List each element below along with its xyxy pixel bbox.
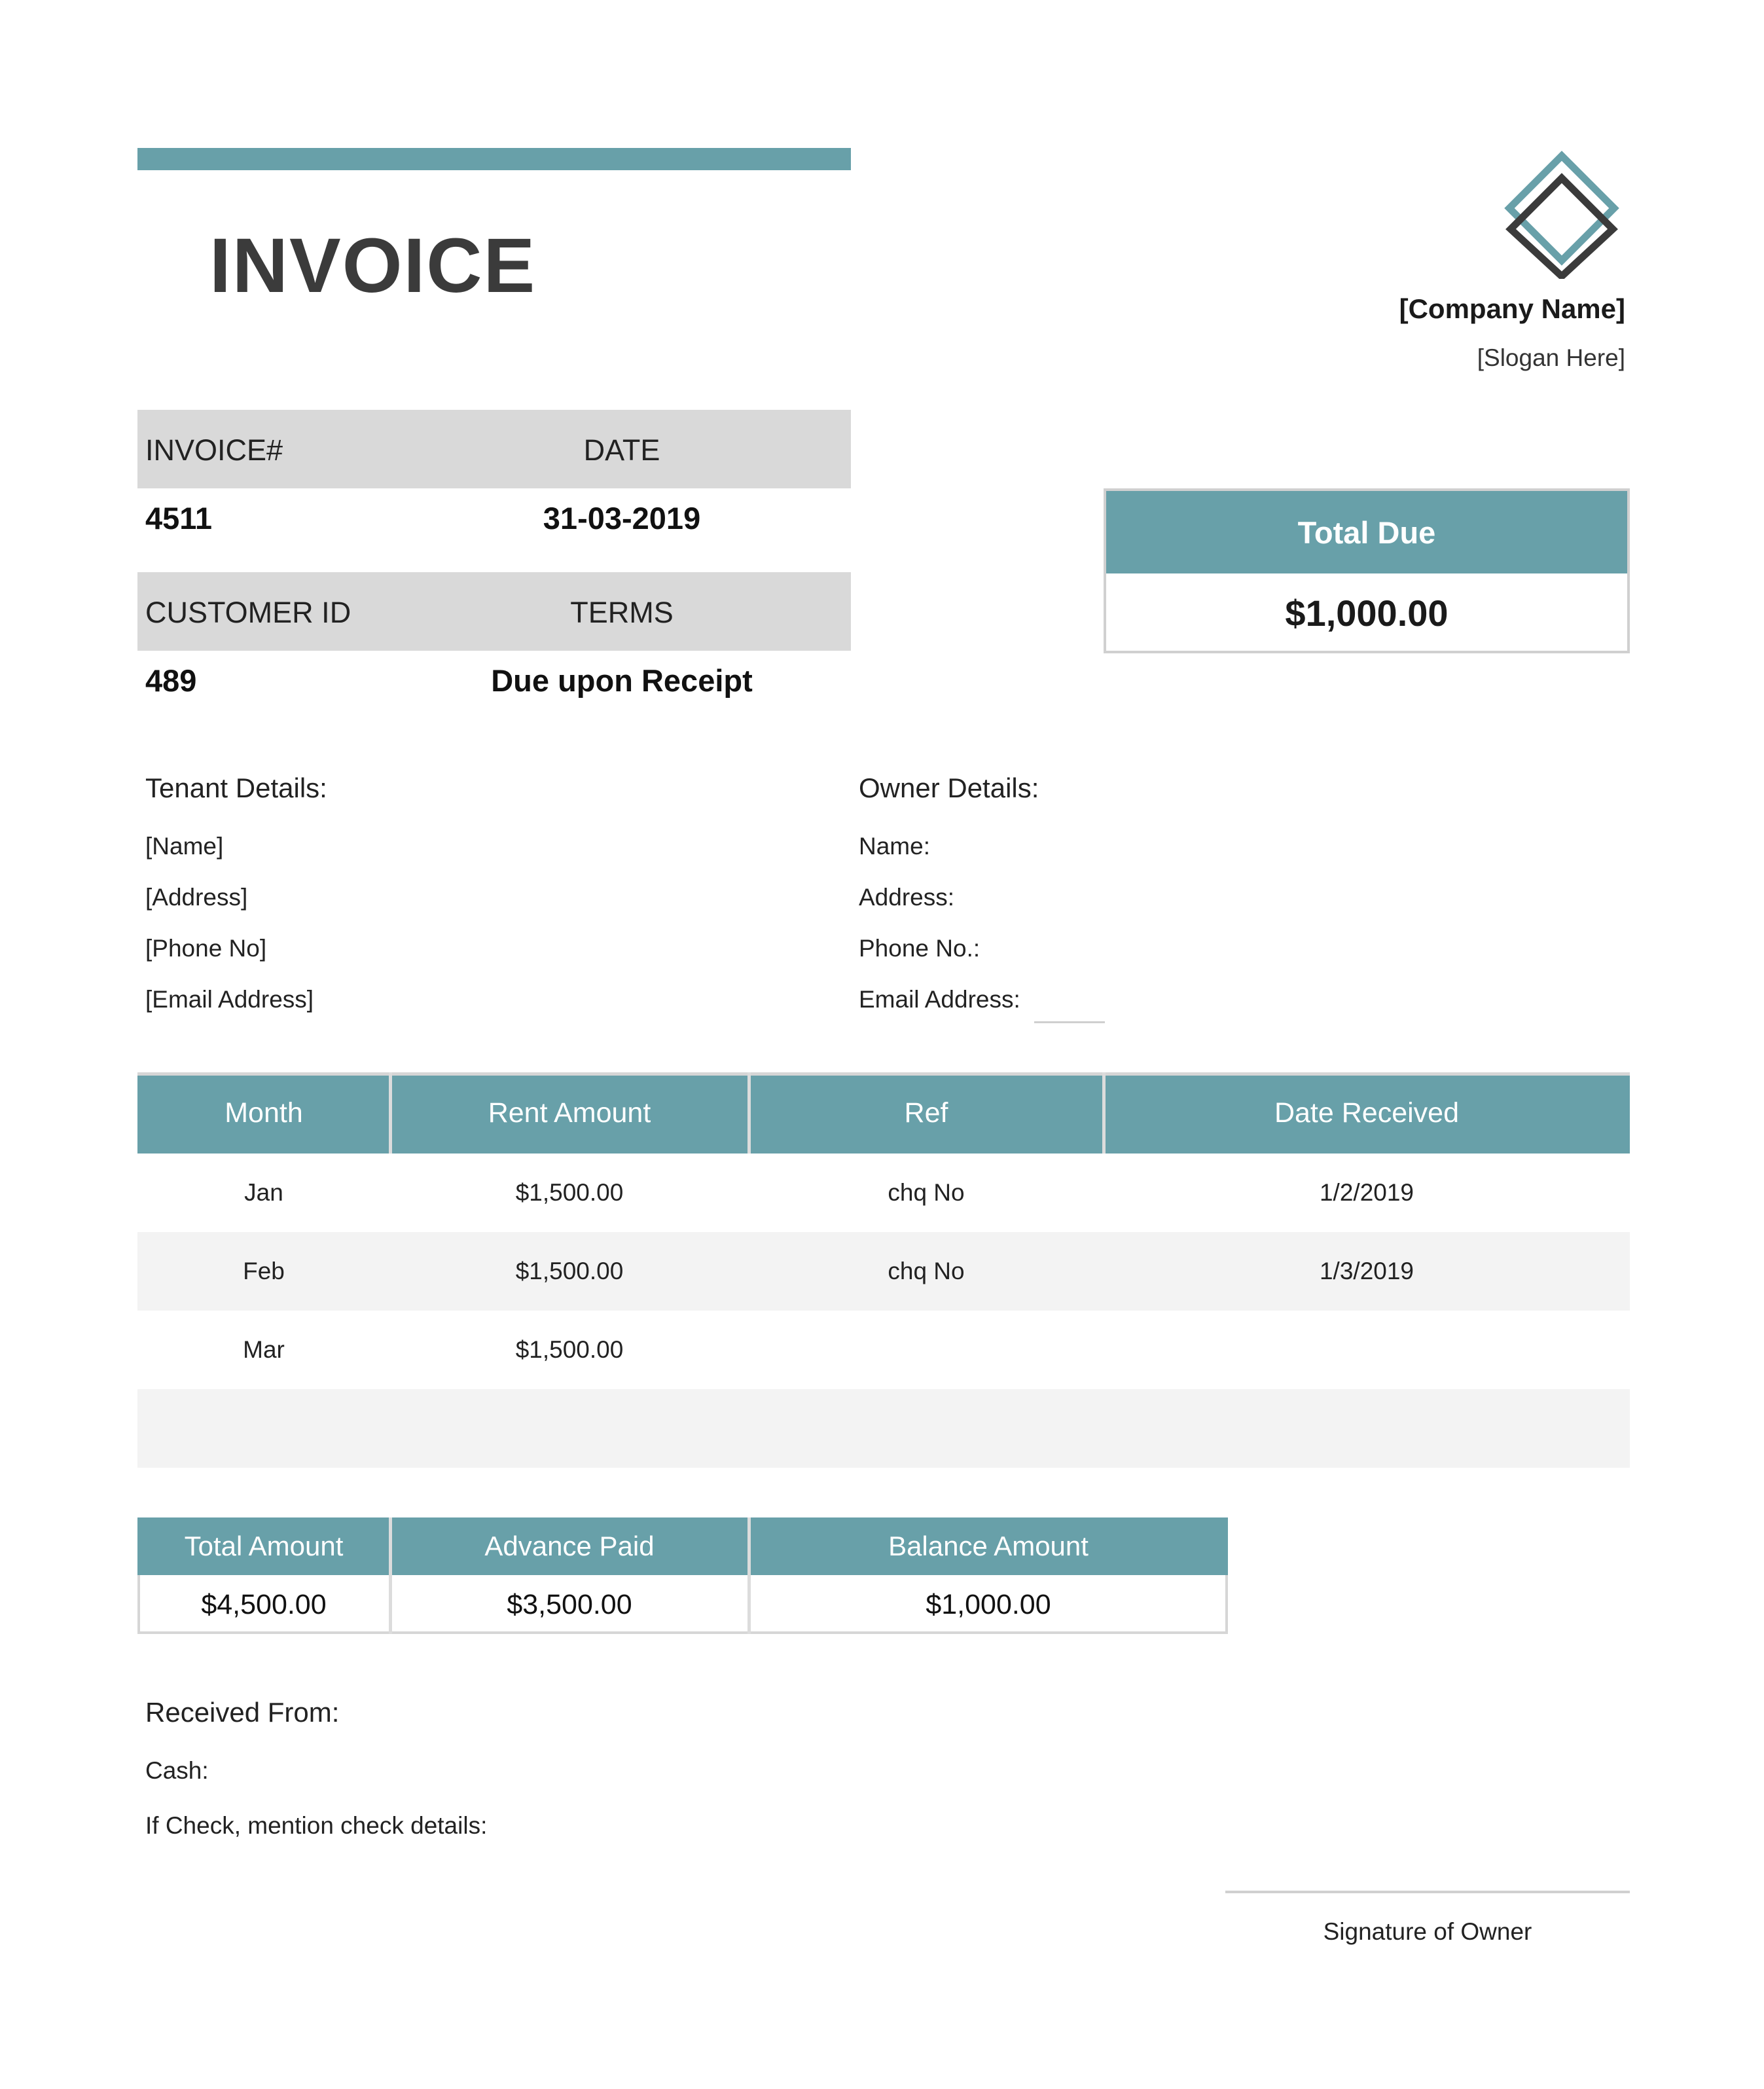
cell-ref: chq No [888, 1179, 965, 1206]
cell-rent-amount: $1,500.00 [515, 1336, 624, 1363]
tenant-phone: [Phone No] [145, 935, 267, 962]
date-label: DATE [583, 433, 660, 467]
cell-rent-amount: $1,500.00 [515, 1179, 624, 1206]
cell-ref [749, 1389, 1104, 1468]
signature-label: Signature of Owner [1323, 1918, 1532, 1945]
terms-value: Due upon Receipt [491, 663, 753, 698]
invoice-number-label: INVOICE# [145, 433, 283, 467]
table-row [137, 1311, 1630, 1389]
owner-address-label: Address: [859, 884, 955, 911]
column-header-month: Month [225, 1097, 303, 1129]
cell-month: Jan [244, 1179, 283, 1206]
cell-month: Mar [243, 1336, 285, 1363]
terms-label: TERMS [570, 596, 674, 629]
table-row [137, 1389, 1630, 1468]
owner-phone-label: Phone No.: [859, 935, 981, 962]
company-slogan: [Slogan Here] [1477, 344, 1625, 371]
signature-line [1225, 1891, 1630, 1893]
cell-rent-amount [390, 1389, 749, 1468]
total-due-amount: $1,000.00 [1285, 592, 1449, 634]
summary-advance-paid: $3,500.00 [507, 1588, 632, 1620]
total-due-label: Total Due [1106, 491, 1627, 573]
header-divider [389, 1072, 392, 1153]
header-divider [1102, 1072, 1106, 1153]
cell-date-received [1104, 1389, 1630, 1468]
owner-email-label: Email Address: [859, 986, 1020, 1013]
total-due-box [1104, 488, 1630, 653]
check-details-label: If Check, mention check details: [145, 1812, 488, 1839]
cell-date-received: 1/2/2019 [1319, 1179, 1414, 1206]
header-divider [747, 1072, 751, 1153]
table-row [137, 1153, 1630, 1232]
page-title: INVOICE [209, 223, 537, 309]
tenant-address: [Address] [145, 884, 248, 911]
cell-ref: chq No [888, 1258, 965, 1284]
tenant-email: [Email Address] [145, 986, 314, 1013]
column-header-date-received: Date Received [1274, 1097, 1460, 1129]
cell-rent-amount: $1,500.00 [515, 1258, 624, 1284]
cash-label: Cash: [145, 1757, 209, 1784]
cell-ref [749, 1311, 1104, 1389]
summary-header-balance-amount: Balance Amount [888, 1531, 1089, 1561]
tenant-details-heading: Tenant Details: [145, 772, 327, 803]
table-row [137, 1232, 1630, 1311]
company-name: [Company Name] [1399, 293, 1625, 324]
summary-divider [747, 1517, 751, 1634]
summary-divider [389, 1517, 392, 1634]
column-header-ref: Ref [904, 1097, 948, 1129]
customer-id-value: 489 [145, 663, 197, 698]
cell-month [137, 1389, 390, 1468]
email-underline [1034, 1021, 1105, 1023]
cell-month: Feb [243, 1258, 285, 1284]
summary-header-advance-paid: Advance Paid [484, 1531, 655, 1561]
tenant-name: [Name] [145, 833, 224, 860]
customer-id-label: CUSTOMER ID [145, 596, 351, 629]
received-from-heading: Received From: [145, 1697, 340, 1728]
summary-header-total-amount: Total Amount [184, 1531, 344, 1561]
column-header-rent-amount: Rent Amount [488, 1097, 651, 1129]
invoice-number-value: 4511 [145, 501, 212, 536]
owner-details-heading: Owner Details: [859, 772, 1039, 803]
owner-name-label: Name: [859, 833, 930, 860]
date-value: 31-03-2019 [543, 501, 701, 536]
cell-date-received: 1/3/2019 [1319, 1258, 1414, 1284]
accent-bar [137, 148, 851, 170]
company-logo-icon [1498, 151, 1626, 279]
cell-date-received [1104, 1311, 1630, 1389]
summary-total-amount: $4,500.00 [201, 1588, 327, 1620]
summary-balance-amount: $1,000.00 [926, 1588, 1051, 1620]
